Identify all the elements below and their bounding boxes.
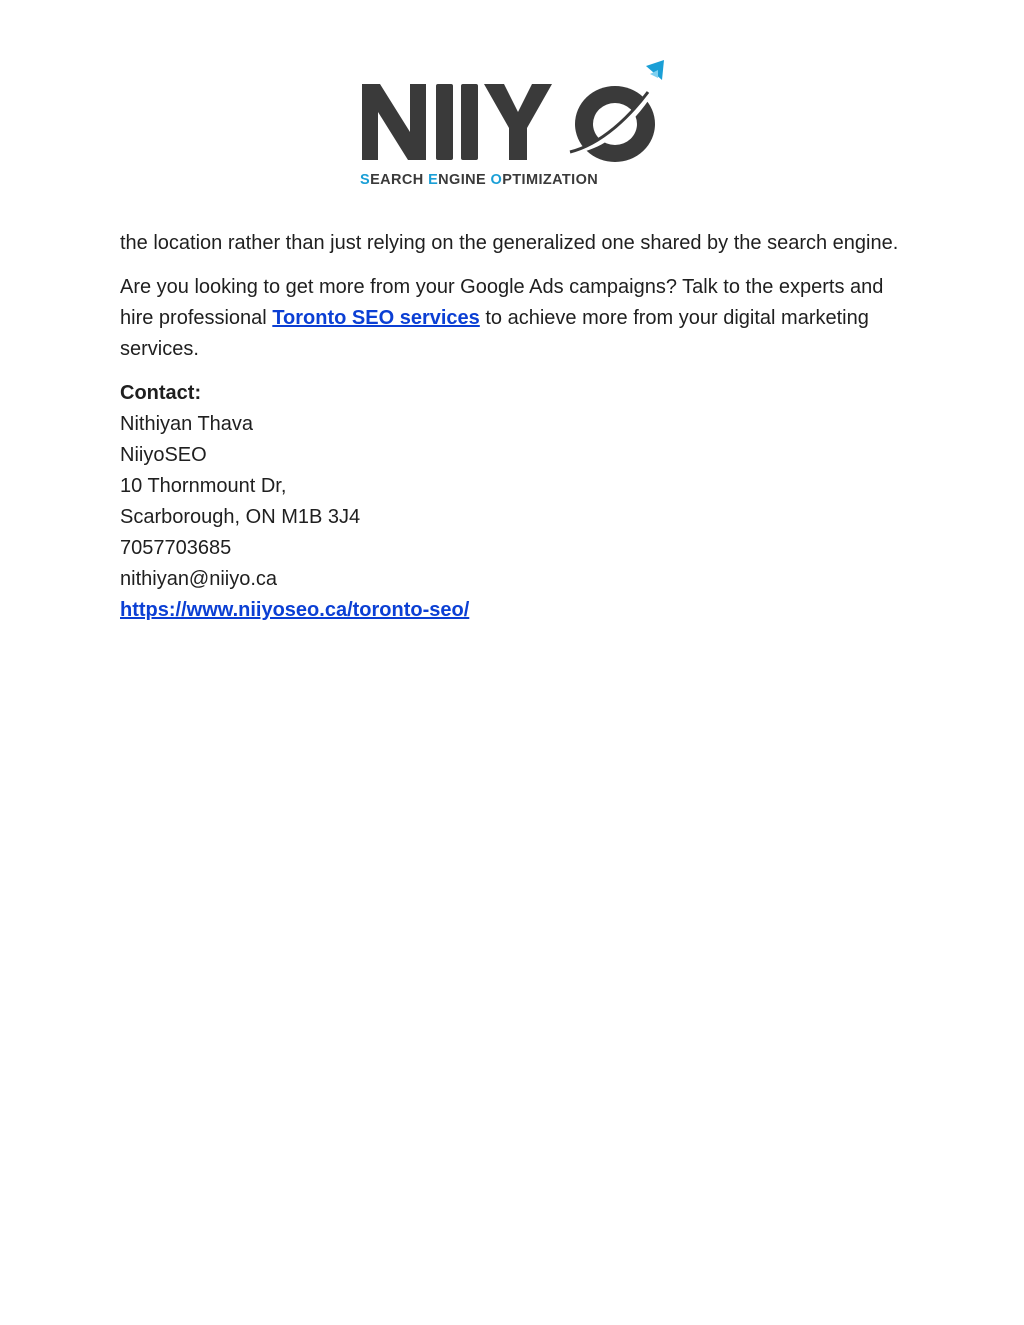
niiyo-logo: [358, 58, 668, 188]
contact-email: nithiyan@niiyo.ca: [120, 568, 278, 590]
contact-city: Scarborough, ON M1B 3J4: [120, 506, 361, 528]
paragraph-location: the location rather than just relying on the generalized one shared by the search engine.: [120, 232, 899, 254]
niiyo-logo-graphic: [358, 58, 668, 188]
paragraph-text-before-link: Are you looking to get more from your Google Ads campaigns? Talk to the experts and hire professional: [120, 276, 884, 329]
paragraph-text-after-link: to achieve more from your digital marketing services.: [120, 307, 869, 360]
contact-company: NiiyoSEO: [120, 444, 207, 466]
contact-phone: 7057703685: [120, 537, 232, 559]
paragraph-google-ads: [120, 272, 910, 365]
contact-street: 10 Thornmount Dr,: [120, 475, 287, 497]
toronto-seo-services-link[interactable]: Toronto SEO services: [272, 307, 480, 329]
website-link[interactable]: https://www.niiyoseo.ca/toronto-seo/: [120, 599, 470, 621]
page-content: [120, 228, 910, 626]
svg-text:SEARCH ENGINE OPTIMIZATION: SEARCH ENGINE OPTIMIZATION: [360, 172, 599, 188]
contact-label: Contact:: [120, 382, 202, 404]
contact-name: Nithiyan Thava: [120, 413, 254, 435]
contact-block: [120, 378, 910, 626]
